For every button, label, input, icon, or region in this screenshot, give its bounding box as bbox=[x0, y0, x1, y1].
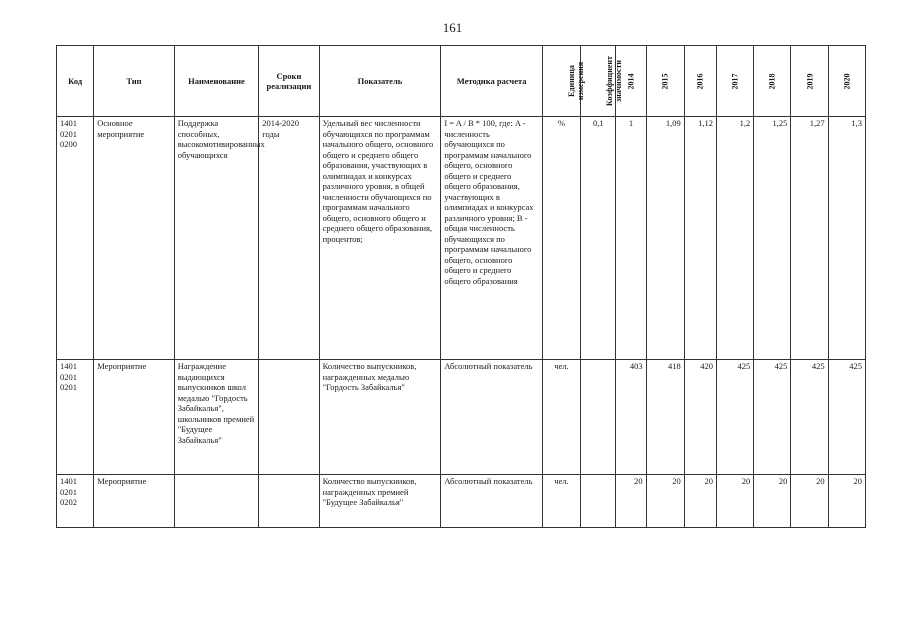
header-name: Наименование bbox=[174, 46, 259, 117]
cell-name: Поддержка способных, высокомотивированных обучающихся bbox=[174, 117, 259, 360]
cell-period bbox=[259, 360, 319, 475]
header-year-2015: 2015 bbox=[646, 46, 684, 117]
cell-value-2019: 20 bbox=[791, 475, 828, 528]
cell-method: Абсолютный показатель bbox=[441, 475, 543, 528]
cell-value-2017: 425 bbox=[716, 360, 753, 475]
cell-period: 2014-2020 годы bbox=[259, 117, 319, 360]
cell-name: Награждение выдающихся выпускников школ медалью "Гордость Забайкалья", школьников премией "Будущее Забайкалья" bbox=[174, 360, 259, 475]
table-row bbox=[57, 117, 866, 360]
header-period: Сроки реализации bbox=[259, 46, 319, 117]
table-row bbox=[57, 360, 866, 475]
cell-unit: чел. bbox=[542, 475, 580, 528]
cell-unit: чел. bbox=[542, 360, 580, 475]
cell-value-2018: 425 bbox=[754, 360, 791, 475]
header-row bbox=[57, 46, 866, 117]
cell-value-2014: 20 bbox=[616, 475, 646, 528]
header-code: Код bbox=[57, 46, 94, 117]
cell-value-2020: 425 bbox=[828, 360, 865, 475]
cell-value-2018: 20 bbox=[754, 475, 791, 528]
page-number: 161 bbox=[442, 20, 463, 35]
cell-method: I = A / B * 100, где: A - численность обучающихся по программам начального общего, основного общего и среднего общего образования, участвующих в олимпиадах и конкурсах различного уровня; B - общая численность обучающихся по программам начального общего, основного общего и среднего общего образования bbox=[441, 117, 543, 360]
cell-value-2015: 418 bbox=[646, 360, 684, 475]
cell-indicator: Количество выпускников, награжденных премией "Будущее Забайкалья" bbox=[319, 475, 441, 528]
cell-value-2020: 1,3 bbox=[828, 117, 865, 360]
cell-coef bbox=[581, 360, 616, 475]
cell-value-2019: 1,27 bbox=[791, 117, 828, 360]
cell-unit: % bbox=[542, 117, 580, 360]
cell-value-2014: 1 bbox=[616, 117, 646, 360]
cell-code: 1401 0201 0200 bbox=[57, 117, 94, 360]
cell-indicator: Количество выпускников, награжденных медалью "Гордость Забайкалья" bbox=[319, 360, 441, 475]
cell-value-2020: 20 bbox=[828, 475, 865, 528]
cell-name bbox=[174, 475, 259, 528]
cell-value-2019: 425 bbox=[791, 360, 828, 475]
cell-value-2017: 20 bbox=[716, 475, 753, 528]
program-table bbox=[56, 45, 866, 528]
cell-value-2014: 403 bbox=[616, 360, 646, 475]
cell-indicator: Удельный вес численности обучающихся по программам начального общего, основного общего и среднего общего образования, участвующих в олимпиадах и конкурсах различного уровня, в общей численности обучающихся по программам начального общего, основного общего и среднего общего образования, процентов; bbox=[319, 117, 441, 360]
cell-value-2018: 1,25 bbox=[754, 117, 791, 360]
cell-coef: 0,1 bbox=[581, 117, 616, 360]
header-year-2019: 2019 bbox=[791, 46, 828, 117]
cell-value-2016: 420 bbox=[684, 360, 716, 475]
cell-value-2015: 1,09 bbox=[646, 117, 684, 360]
header-indicator: Показатель bbox=[319, 46, 441, 117]
cell-code: 1401 0201 0202 bbox=[57, 475, 94, 528]
cell-type: Мероприятие bbox=[94, 360, 174, 475]
cell-code: 1401 0201 0201 bbox=[57, 360, 94, 475]
cell-value-2016: 1,12 bbox=[684, 117, 716, 360]
cell-type: Мероприятие bbox=[94, 475, 174, 528]
header-year-2016: 2016 bbox=[684, 46, 716, 117]
header-year-2014: 2014 bbox=[616, 46, 646, 117]
cell-period bbox=[259, 475, 319, 528]
cell-value-2015: 20 bbox=[646, 475, 684, 528]
header-method: Методика расчета bbox=[441, 46, 543, 117]
cell-type: Основное мероприятие bbox=[94, 117, 174, 360]
cell-value-2016: 20 bbox=[684, 475, 716, 528]
cell-coef bbox=[581, 475, 616, 528]
header-year-2017: 2017 bbox=[716, 46, 753, 117]
header-coef: Коэффициент значимости bbox=[581, 46, 616, 117]
header-unit: Единица измерения bbox=[542, 46, 580, 117]
cell-value-2017: 1,2 bbox=[716, 117, 753, 360]
table-row bbox=[57, 475, 866, 528]
header-type: Тип bbox=[94, 46, 174, 117]
header-year-2018: 2018 bbox=[754, 46, 791, 117]
cell-method: Абсолютный показатель bbox=[441, 360, 543, 475]
header-year-2020: 2020 bbox=[828, 46, 865, 117]
